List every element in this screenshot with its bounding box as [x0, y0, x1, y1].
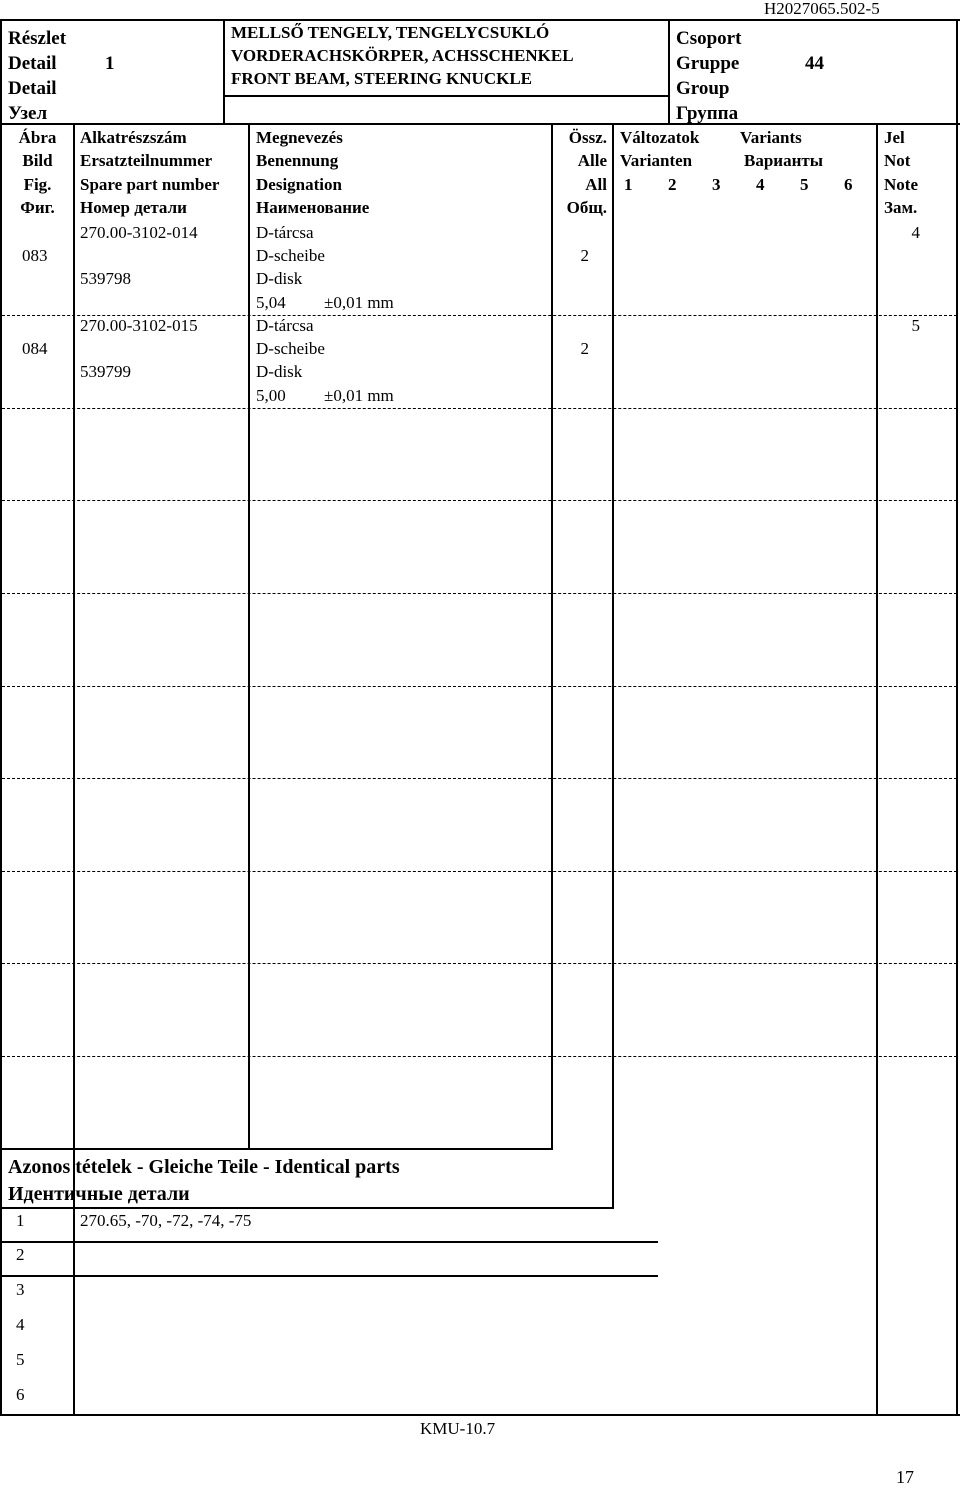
page-number: 17 — [896, 1467, 914, 1487]
group-label-ru: Группа — [676, 103, 739, 124]
variant-number-5: 5 — [800, 175, 809, 194]
row-separator — [2, 408, 957, 409]
variant-number-2: 2 — [668, 175, 677, 194]
fig-header-ru: Фиг. — [20, 198, 55, 217]
part-reference: 539798 — [80, 269, 131, 288]
fig-number: 083 — [22, 246, 48, 265]
part-header-de: Ersatzteilnummer — [80, 151, 213, 170]
row-separator — [2, 778, 957, 779]
part-header-en: Spare part number — [80, 175, 220, 194]
row-separator — [2, 871, 957, 872]
identical-line-2 — [0, 1275, 658, 1277]
detail-label-en: Detail — [8, 78, 57, 99]
footer-code: KMU-10.7 — [420, 1419, 496, 1438]
designation-de: D-scheibe — [256, 246, 325, 265]
frame-right — [956, 19, 958, 1416]
detail-label-de: Detail — [8, 53, 57, 74]
identical-parts-title-ru: Идентичные детали — [8, 1183, 190, 1205]
variants-header-de: Varianten — [620, 151, 693, 170]
qty-header-de: Alle — [577, 151, 607, 170]
identical-row-number: 2 — [16, 1245, 25, 1264]
title-de: VORDERACHSKÖRPER, ACHSSCHENKEL — [231, 46, 574, 65]
identical-row-number: 6 — [16, 1385, 25, 1404]
row-separator — [2, 686, 957, 687]
note-header-de: Not — [884, 151, 911, 170]
variant-number-6: 6 — [844, 175, 853, 194]
group-number: 44 — [805, 53, 824, 74]
part-number: 270.00-3102-014 — [80, 223, 198, 242]
col-line-fig — [73, 123, 75, 1416]
header-divider — [0, 123, 960, 125]
identical-row-number: 4 — [16, 1315, 25, 1334]
designation-header-de: Benennung — [256, 151, 339, 170]
designation-header-ru: Наименование — [256, 198, 370, 217]
note-header-hu: Jel — [884, 128, 905, 147]
detail-label-hu: Részlet — [8, 28, 67, 49]
title-bottom — [223, 95, 668, 97]
tolerance-value: ±0,01 mm — [324, 293, 394, 312]
col-line-part — [248, 123, 250, 1149]
designation-header-en: Designation — [256, 175, 342, 194]
fig-number: 084 — [22, 339, 48, 358]
variant-number-4: 4 — [756, 175, 765, 194]
group-label-hu: Csoport — [676, 28, 742, 49]
identical-row-number: 3 — [16, 1280, 25, 1299]
qty-header-en: All — [585, 175, 607, 194]
identical-row-value: 270.65, -70, -72, -74, -75 — [80, 1211, 252, 1230]
qty-header-hu: Össz. — [568, 128, 607, 147]
identical-parts-title: Azonos tételek - Gleiche Teile - Identical parts — [8, 1156, 400, 1178]
header-vline-detail — [223, 19, 225, 125]
document-code: H2027065.502-5 — [764, 0, 880, 18]
row-separator — [2, 1056, 957, 1057]
row-separator — [2, 500, 957, 501]
col-line-qty — [612, 123, 614, 1209]
row-separator — [2, 963, 957, 964]
identical-top-line — [0, 1148, 553, 1150]
frame-top — [0, 19, 960, 21]
tolerance-value: ±0,01 mm — [324, 386, 394, 405]
variants-header-en: Variants — [740, 128, 802, 147]
group-label-de: Gruppe — [676, 53, 740, 74]
variants-header-ru: Варианты — [744, 151, 824, 170]
header-vline-group — [668, 19, 670, 125]
identical-row-number: 1 — [16, 1211, 25, 1230]
frame-bottom — [0, 1414, 960, 1416]
variant-number-1: 1 — [624, 175, 633, 194]
identical-title-underline — [0, 1207, 614, 1209]
qty-header-ru: Общ. — [566, 198, 607, 217]
designation-hu: D-tárcsa — [256, 223, 314, 242]
note-header-en: Note — [884, 175, 918, 194]
fig-header-en: Fig. — [23, 175, 52, 194]
quantity: 2 — [580, 339, 589, 358]
identical-line-1 — [0, 1241, 658, 1243]
designation-en: D-disk — [256, 362, 303, 381]
note-number: 5 — [911, 316, 920, 335]
size-value: 5,00 — [256, 386, 286, 405]
fig-header-de: Bild — [22, 151, 53, 170]
row-separator — [2, 593, 957, 594]
title-en: FRONT BEAM, STEERING KNUCKLE — [231, 69, 533, 88]
col-line-variants — [876, 123, 878, 1416]
part-reference: 539799 — [80, 362, 131, 381]
designation-de: D-scheibe — [256, 339, 325, 358]
fig-header-hu: Ábra — [18, 128, 57, 147]
designation-header-hu: Megnevezés — [256, 128, 343, 147]
detail-number: 1 — [105, 53, 115, 74]
detail-label-ru: Узел — [8, 103, 48, 124]
col-line-designation — [551, 123, 553, 1149]
variant-number-3: 3 — [712, 175, 721, 194]
part-number: 270.00-3102-015 — [80, 316, 198, 335]
part-header-hu: Alkatrészszám — [80, 128, 187, 147]
group-label-en: Group — [676, 78, 730, 99]
part-header-ru: Номер детали — [80, 198, 187, 217]
variants-header-hu: Változatok — [620, 128, 700, 147]
quantity: 2 — [580, 246, 589, 265]
note-header-ru: Зам. — [884, 198, 918, 217]
designation-en: D-disk — [256, 269, 303, 288]
title-hu: MELLSŐ TENGELY, TENGELYCSUKLÓ — [231, 23, 550, 42]
note-number: 4 — [911, 223, 920, 242]
size-value: 5,04 — [256, 293, 286, 312]
identical-row-number: 5 — [16, 1350, 25, 1369]
designation-hu: D-tárcsa — [256, 316, 314, 335]
